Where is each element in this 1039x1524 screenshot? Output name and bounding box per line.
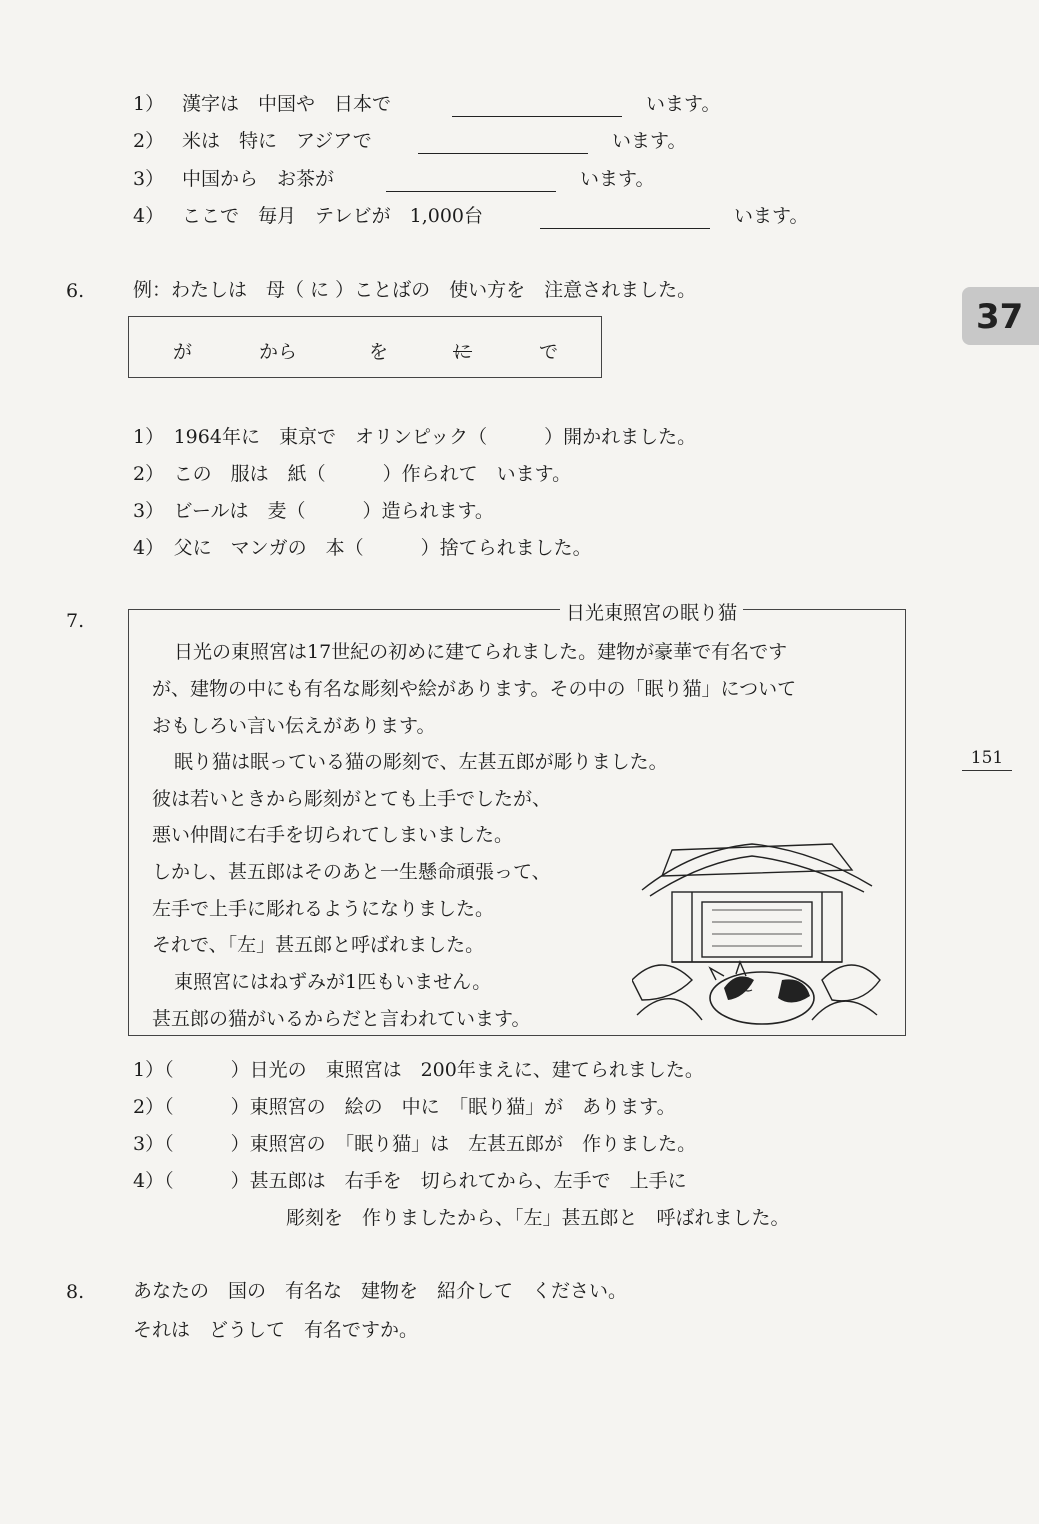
q5-item-3-text: 中国から お茶が <box>182 168 335 190</box>
chapter-tab-label: 37 <box>976 297 1024 337</box>
passage-line: 彼は若いときから彫刻がとても上手でしたが、 <box>152 788 552 810</box>
choice-wo: を <box>369 341 389 363</box>
q5-item-3-num: 3） <box>133 168 165 190</box>
answer-blank[interactable] <box>386 171 556 192</box>
q5-item-1-end: います。 <box>646 93 721 115</box>
passage-line: しかし、甚五郎はそのあと一生懸命頑張って、 <box>152 861 551 883</box>
passage-line: 日光の東照宮は17世紀の初めに建てられました。建物が豪華で有名です <box>174 641 788 663</box>
q7-item-4-cont: 彫刻を 作りましたから、「左」甚五郎と 呼ばれました。 <box>286 1207 790 1229</box>
q8-number: 8. <box>66 1281 85 1303</box>
q5-item-3-end: います。 <box>580 168 655 190</box>
answer-blank[interactable] <box>418 133 588 154</box>
q7-item-3: 3）（ ）東照宮の 「眠り猫」は 左甚五郎が 作りました。 <box>133 1133 697 1155</box>
sleeping-cat-shrine-illustration <box>632 830 882 1030</box>
passage-line: が、建物の中にも有名な彫刻や絵があります。その中の「眠り猫」について <box>152 678 797 700</box>
q5-item-2-num: 2） <box>133 130 165 152</box>
q6-item-3: 3） ビールは 麦（ ）造られます。 <box>133 500 494 522</box>
passage-line: おもしろい言い伝えがあります。 <box>152 715 436 737</box>
passage-line: 東照宮にはねずみが1匹もいません。 <box>174 971 492 993</box>
choice-kara: から <box>259 341 298 363</box>
passage-line: 甚五郎の猫がいるからだと言われています。 <box>152 1008 531 1030</box>
q7-number: 7. <box>66 610 85 632</box>
q5-item-2-end: います。 <box>612 130 687 152</box>
q5-item-1-num: 1） <box>133 93 165 115</box>
chapter-tab <box>962 287 1039 345</box>
choice-ga: が <box>173 341 193 363</box>
q5-item-1-text: 漢字は 中国や 日本で <box>182 93 392 115</box>
q5-item-4-num: 4） <box>133 205 165 227</box>
q7-item-4: 4）（ ）甚五郎は 右手を 切られてから、左手で 上手に <box>133 1170 687 1192</box>
passage-line: 左手で上手に彫れるようになりました。 <box>152 898 495 920</box>
page-number: 151 <box>962 748 1012 771</box>
q5-item-4-text: ここで 毎月 テレビが 1,000台 <box>182 205 484 227</box>
q6-number: 6. <box>66 280 85 302</box>
q8-line-1: あなたの 国の 有名な 建物を 紹介して ください。 <box>133 1280 628 1302</box>
passage-line: 悪い仲間に右手を切られてしまいました。 <box>152 824 514 846</box>
q6-example: 例：わたしは 母（ に ）ことばの 使い方を 注意されました。 <box>133 279 697 301</box>
q6-item-2: 2） この 服は 紙（ ）作られて います。 <box>133 463 572 485</box>
answer-blank[interactable] <box>452 96 622 117</box>
passage-line: それで、「左」甚五郎と呼ばれました。 <box>152 934 485 956</box>
choice-box <box>128 316 602 378</box>
choice-ni: に <box>453 341 473 363</box>
answer-blank[interactable] <box>540 208 710 229</box>
q5-item-4-end: います。 <box>734 205 809 227</box>
passage-line: 眠り猫は眠っている猫の彫刻で、左甚五郎が彫りました。 <box>174 751 668 773</box>
q7-item-1: 1）（ ）日光の 東照宮は 200年まえに、建てられました。 <box>133 1059 704 1081</box>
q6-item-1: 1） 1964年に 東京で オリンピック（ ）開かれました。 <box>133 426 697 448</box>
choice-de: で <box>539 341 559 363</box>
passage-title: 日光東照宮の眠り猫 <box>560 598 743 625</box>
q6-item-4: 4） 父に マンガの 本（ ）捨てられました。 <box>133 537 592 559</box>
q8-line-2: それは どうして 有名ですか。 <box>133 1319 419 1341</box>
q7-item-2: 2）（ ）東照宮の 絵の 中に 「眠り猫」が あります。 <box>133 1096 676 1118</box>
q5-item-2-text: 米は 特に アジアで <box>182 130 372 152</box>
